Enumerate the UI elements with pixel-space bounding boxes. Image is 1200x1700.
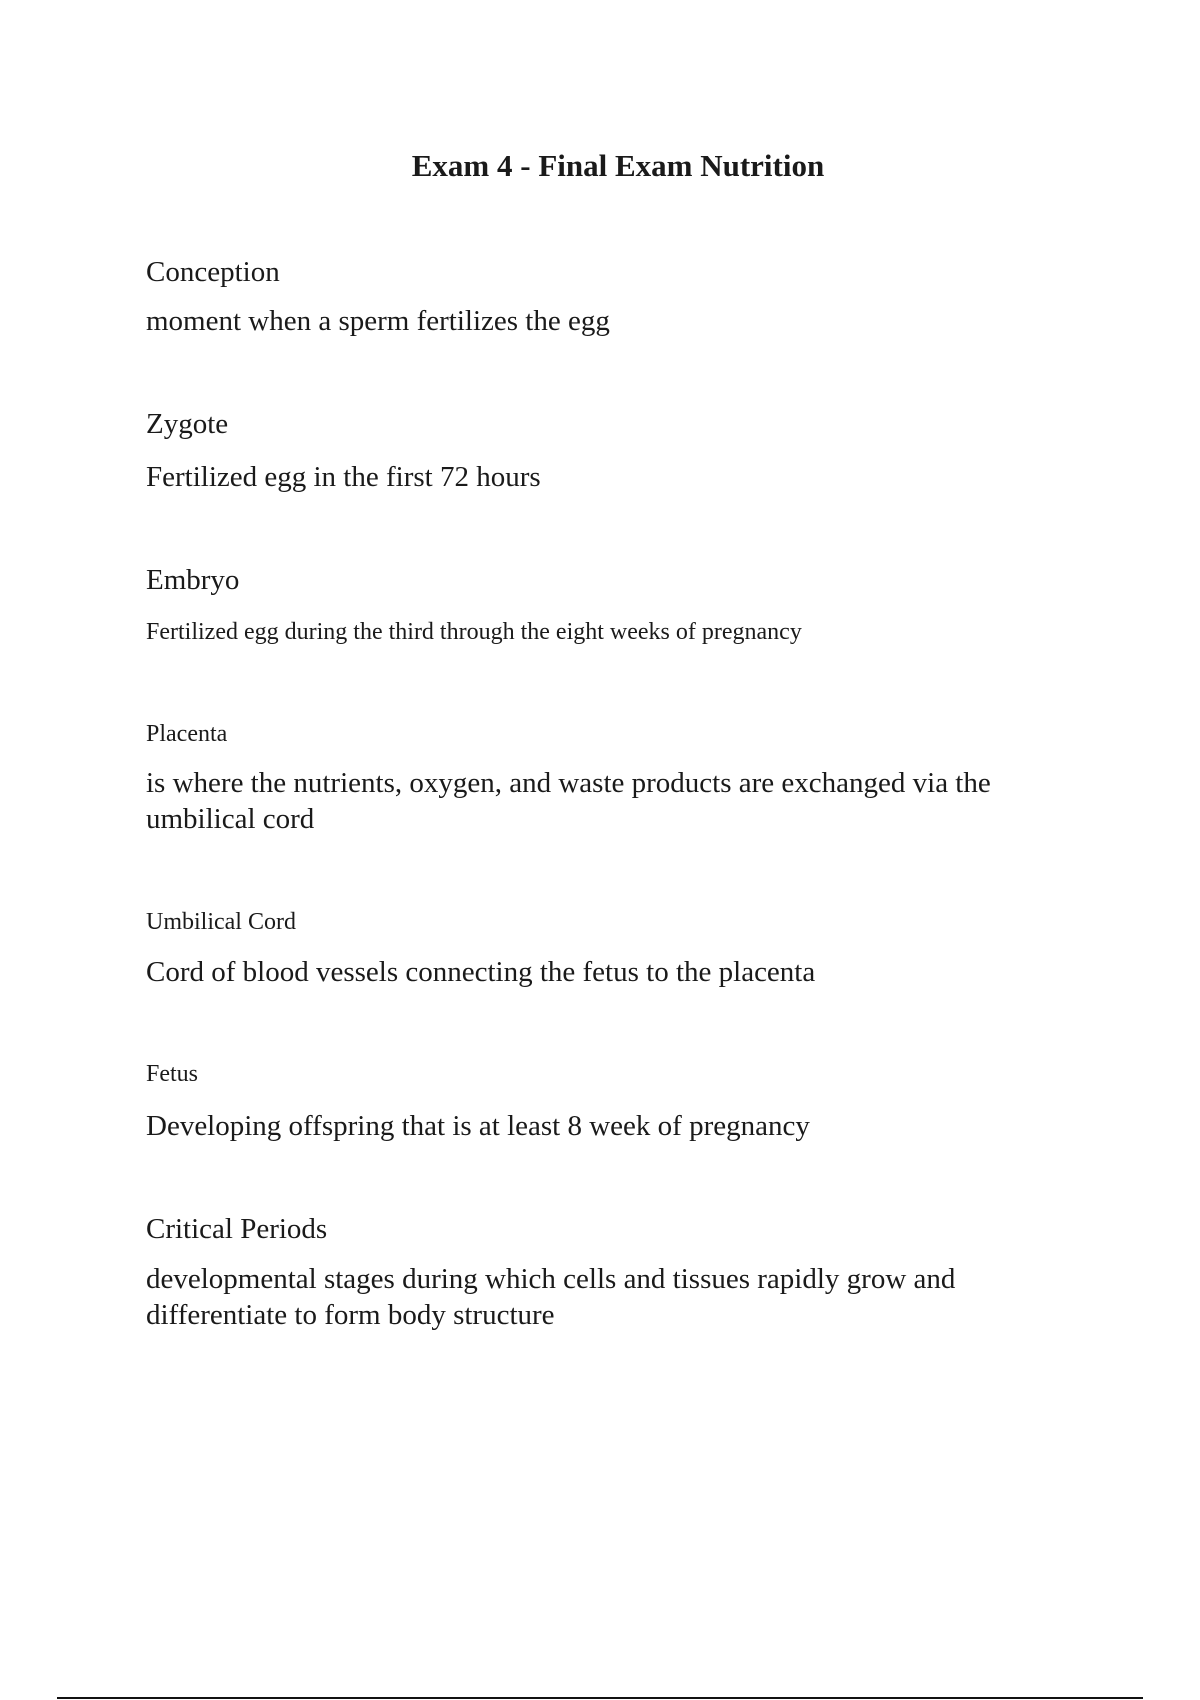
bottom-divider <box>57 1697 1143 1699</box>
definition-placenta: is where the nutrients, oxygen, and waste products are exchanged via the umbilical cord <box>146 767 991 835</box>
definition-conception: moment when a sperm fertilizes the egg <box>146 305 610 337</box>
definition-umbilical-cord: Cord of blood vessels connecting the fetus to the placenta <box>146 956 816 988</box>
term-conception: Conception <box>146 256 280 288</box>
term-zygote: Zygote <box>146 408 229 440</box>
definition-critical-periods: developmental stages during which cells and tissues rapidly grow and differentiate to form body structure <box>146 1263 956 1331</box>
term-critical-periods: Critical Periods <box>146 1213 328 1245</box>
definition-fetus: Developing offspring that is at least 8 week of pregnancy <box>146 1110 810 1142</box>
term-umbilical-cord: Umbilical Cord <box>146 909 296 935</box>
definition-embryo: Fertilized egg during the third through the eight weeks of pregnancy <box>146 619 802 645</box>
definition-zygote: Fertilized egg in the first 72 hours <box>146 461 541 493</box>
term-fetus: Fetus <box>146 1061 199 1087</box>
term-placenta: Placenta <box>146 721 228 747</box>
term-embryo: Embryo <box>146 564 240 596</box>
page-title: Exam 4 - Final Exam Nutrition <box>411 148 825 183</box>
